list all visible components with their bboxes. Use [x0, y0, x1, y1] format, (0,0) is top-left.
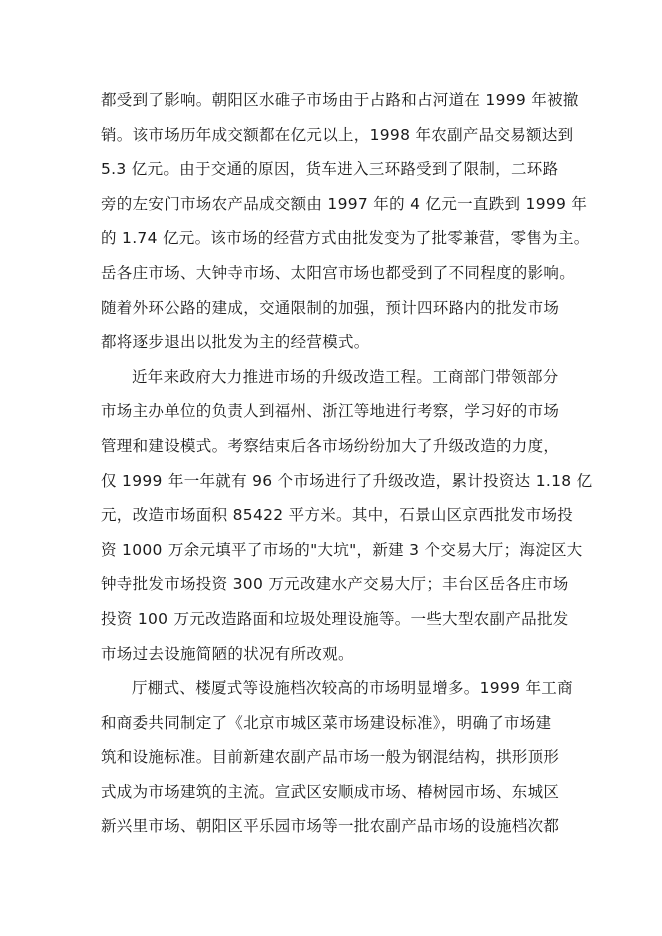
text-line: 筑和设施标准。目前新建农副产品市场一般为钢混结构，拱形顶形	[101, 748, 560, 767]
text-line: 5.3 亿元。由于交通的原因，货车进入三环路受到了限制，二环路	[101, 160, 559, 179]
text-line: 市场主办单位的负责人到福州、浙江等地进行考察，学习好的市场	[101, 402, 560, 421]
text-line: 随着外环公路的建成，交通限制的加强，预计四环路内的批发市场	[101, 298, 560, 317]
text-line: 元，改造市场面积 85422 平方米。其中，石景山区京西批发市场投	[101, 506, 574, 525]
paragraph-1	[101, 83, 590, 360]
text-line: 市场过去设施简陋的状况有所改观。	[101, 644, 354, 663]
text-line: 都将逐步退出以批发为主的经营模式。	[101, 333, 370, 352]
text-line: 都受到了影响。朝阳区水碓子市场由于占路和占河道在 1999 年被撤	[101, 91, 579, 109]
paragraph-2	[101, 360, 593, 671]
text-line: 旁的左安门市场农产品成交额由 1997 年的 4 亿元一直跌到 1999 年	[101, 194, 588, 213]
text-line: 新兴里市场、朝阳区平乐园市场等一批农副产品市场的设施档次都	[101, 817, 560, 836]
text-line: 和商委共同制定了《北京市城区菜市场建设标准》，明确了市场建	[101, 713, 552, 732]
text-line: 厅棚式、楼厦式等设施档次较高的市场明显增多。1999 年工商	[132, 679, 573, 698]
text-line: 资 1000 万余元填平了市场的"大坑"，新建 3 个交易大厅；海淀区大	[101, 540, 583, 559]
text-line: 的 1.74 亿元。该市场的经营方式由批发变为了批零兼营，零售为主。	[101, 229, 590, 248]
text-line: 式成为市场建筑的主流。宣武区安顺成市场、椿树园市场、东城区	[101, 782, 560, 801]
text-line: 管理和建设模式。考察结束后各市场纷纷加大了升级改造的力度，	[101, 436, 560, 455]
paragraph-3	[101, 671, 571, 844]
text-line: 仅 1999 年一年就有 96 个市场进行了升级改造，累计投资达 1.18 亿	[101, 471, 593, 490]
text-line: 岳各庄市场、大钟寺市场、太阳宫市场也都受到了不同程度的影响。	[101, 263, 576, 282]
text-line: 近年来政府大力推进市场的升级改造工程。工商部门带领部分	[132, 367, 559, 386]
text-line: 投资 100 万元改造路面和垃圾处理设施等。一些大型农副产品批发	[101, 609, 569, 628]
document-body	[101, 83, 593, 844]
text-line: 销。该市场历年成交额都在亿元以上，1998 年农副产品交易额达到	[101, 125, 574, 144]
text-line: 钟寺批发市场投资 300 万元改建水产交易大厅；丰台区岳各庄市场	[101, 575, 569, 594]
